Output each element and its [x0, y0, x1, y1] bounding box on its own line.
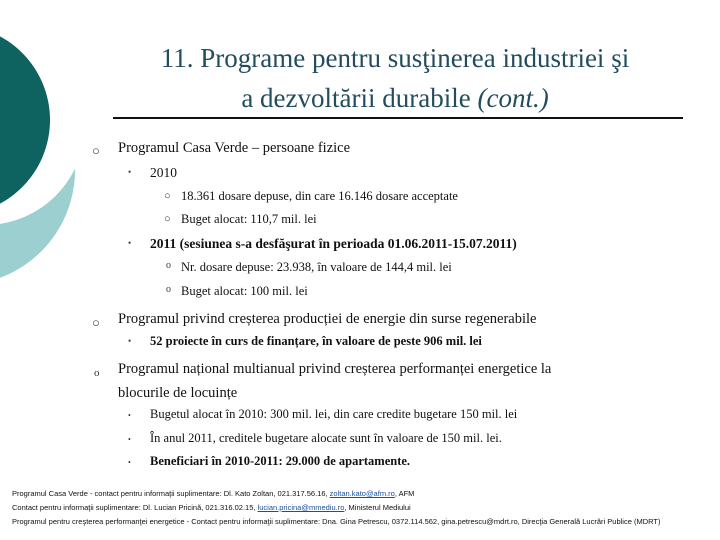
dosare-2011: Nr. dosare depuse: 23.938, în valoare de 144,4 mil. lei — [181, 260, 452, 274]
ring-bullet: ○ — [92, 143, 100, 158]
title-line-1: 11. Programe pentru susţinerea industriei şi — [160, 43, 630, 73]
ring-bullet: ○ — [92, 315, 100, 330]
tiny-dot-bullet: • — [128, 458, 131, 467]
ring-bullet-small: ○ — [164, 213, 171, 225]
dosare-2010: 18.361 dosare depuse, din care 16.146 dosare acceptate — [181, 189, 458, 203]
footer-tail: , AFM — [394, 489, 415, 498]
dot-bullet: • — [128, 167, 132, 177]
title-divider — [113, 117, 683, 119]
dot-bullet: • — [128, 336, 132, 346]
program-surse-regenerabile: Programul privind creșterea producției de energie din surse regenerabile — [118, 311, 537, 327]
footer-text: Programul Casa Verde - contact pentru informaţii suplimentare: Dl. Kato Zoltan, 021.317.56.16, — [12, 489, 330, 498]
footer-contact-casa-verde — [12, 489, 712, 498]
year-2010: 2010 — [150, 165, 177, 180]
footer-tail: , Ministerul Mediului — [344, 503, 411, 512]
footer-contact-performanta: Programul pentru creşterea performanţei energetice - Contact pentru informaţii suplimentare: Dna. Gina Petrescu, 0372.114.562, gina.petrescu@mdrt.ro, Direcţia Generală Lucrări Publice (MDRT) — [12, 517, 661, 526]
buget-2010: Buget alocat: 110,7 mil. lei — [181, 212, 317, 226]
small-o-bullet: o — [166, 284, 171, 295]
program-performanta-energetica-line2: blocurile de locuințe — [118, 385, 238, 401]
title-line-2 — [70, 78, 720, 118]
footer-text: Contact pentru informaţii suplimentare: Dl. Lucian Pricină, 021.316.02.15, — [12, 503, 258, 512]
email-link-kato[interactable]: zoltan.kato@afm.ro — [329, 489, 395, 498]
tiny-dot-bullet: • — [128, 435, 131, 444]
year-2011: 2011 (sesiunea s-a desfăşurat în perioada 01.06.2011-15.07.2011) — [150, 236, 517, 251]
beneficiari: Beneficiari în 2010-2011: 29.000 de apartamente. — [150, 454, 411, 468]
dot-bullet: • — [128, 238, 132, 248]
title-line-2-plain: a dezvoltării durabile — [241, 83, 478, 113]
small-o-bullet: o — [166, 260, 171, 271]
small-o-bullet: o — [94, 367, 100, 379]
title-line-2-italic: (cont.) — [477, 83, 549, 113]
tiny-dot-bullet: • — [128, 411, 131, 420]
proiecte-finantare: 52 proiecte în curs de finanțare, în valoare de peste 906 mil. lei — [150, 334, 482, 348]
ring-bullet-small: ○ — [164, 190, 171, 202]
email-link-pricina[interactable]: lucian.pricina@mmediu.ro — [257, 503, 345, 512]
footer-contact-regenerabile — [12, 503, 712, 512]
buget-2011: Buget alocat: 100 mil. lei — [181, 284, 308, 298]
buget-2010-locuinte: Bugetul alocat în 2010: 300 mil. lei, din care credite bugetare 150 mil. lei — [150, 407, 518, 421]
program-casa-verde: Programul Casa Verde – persoane fizice — [118, 140, 351, 156]
slide-title — [70, 38, 720, 118]
credite-2011: În anul 2011, creditele bugetare alocate sunt în valoare de 150 mil. lei. — [150, 431, 502, 445]
program-performanta-energetica-line1: Programul național multianual privind creșterea performanței energetice la — [118, 361, 552, 377]
